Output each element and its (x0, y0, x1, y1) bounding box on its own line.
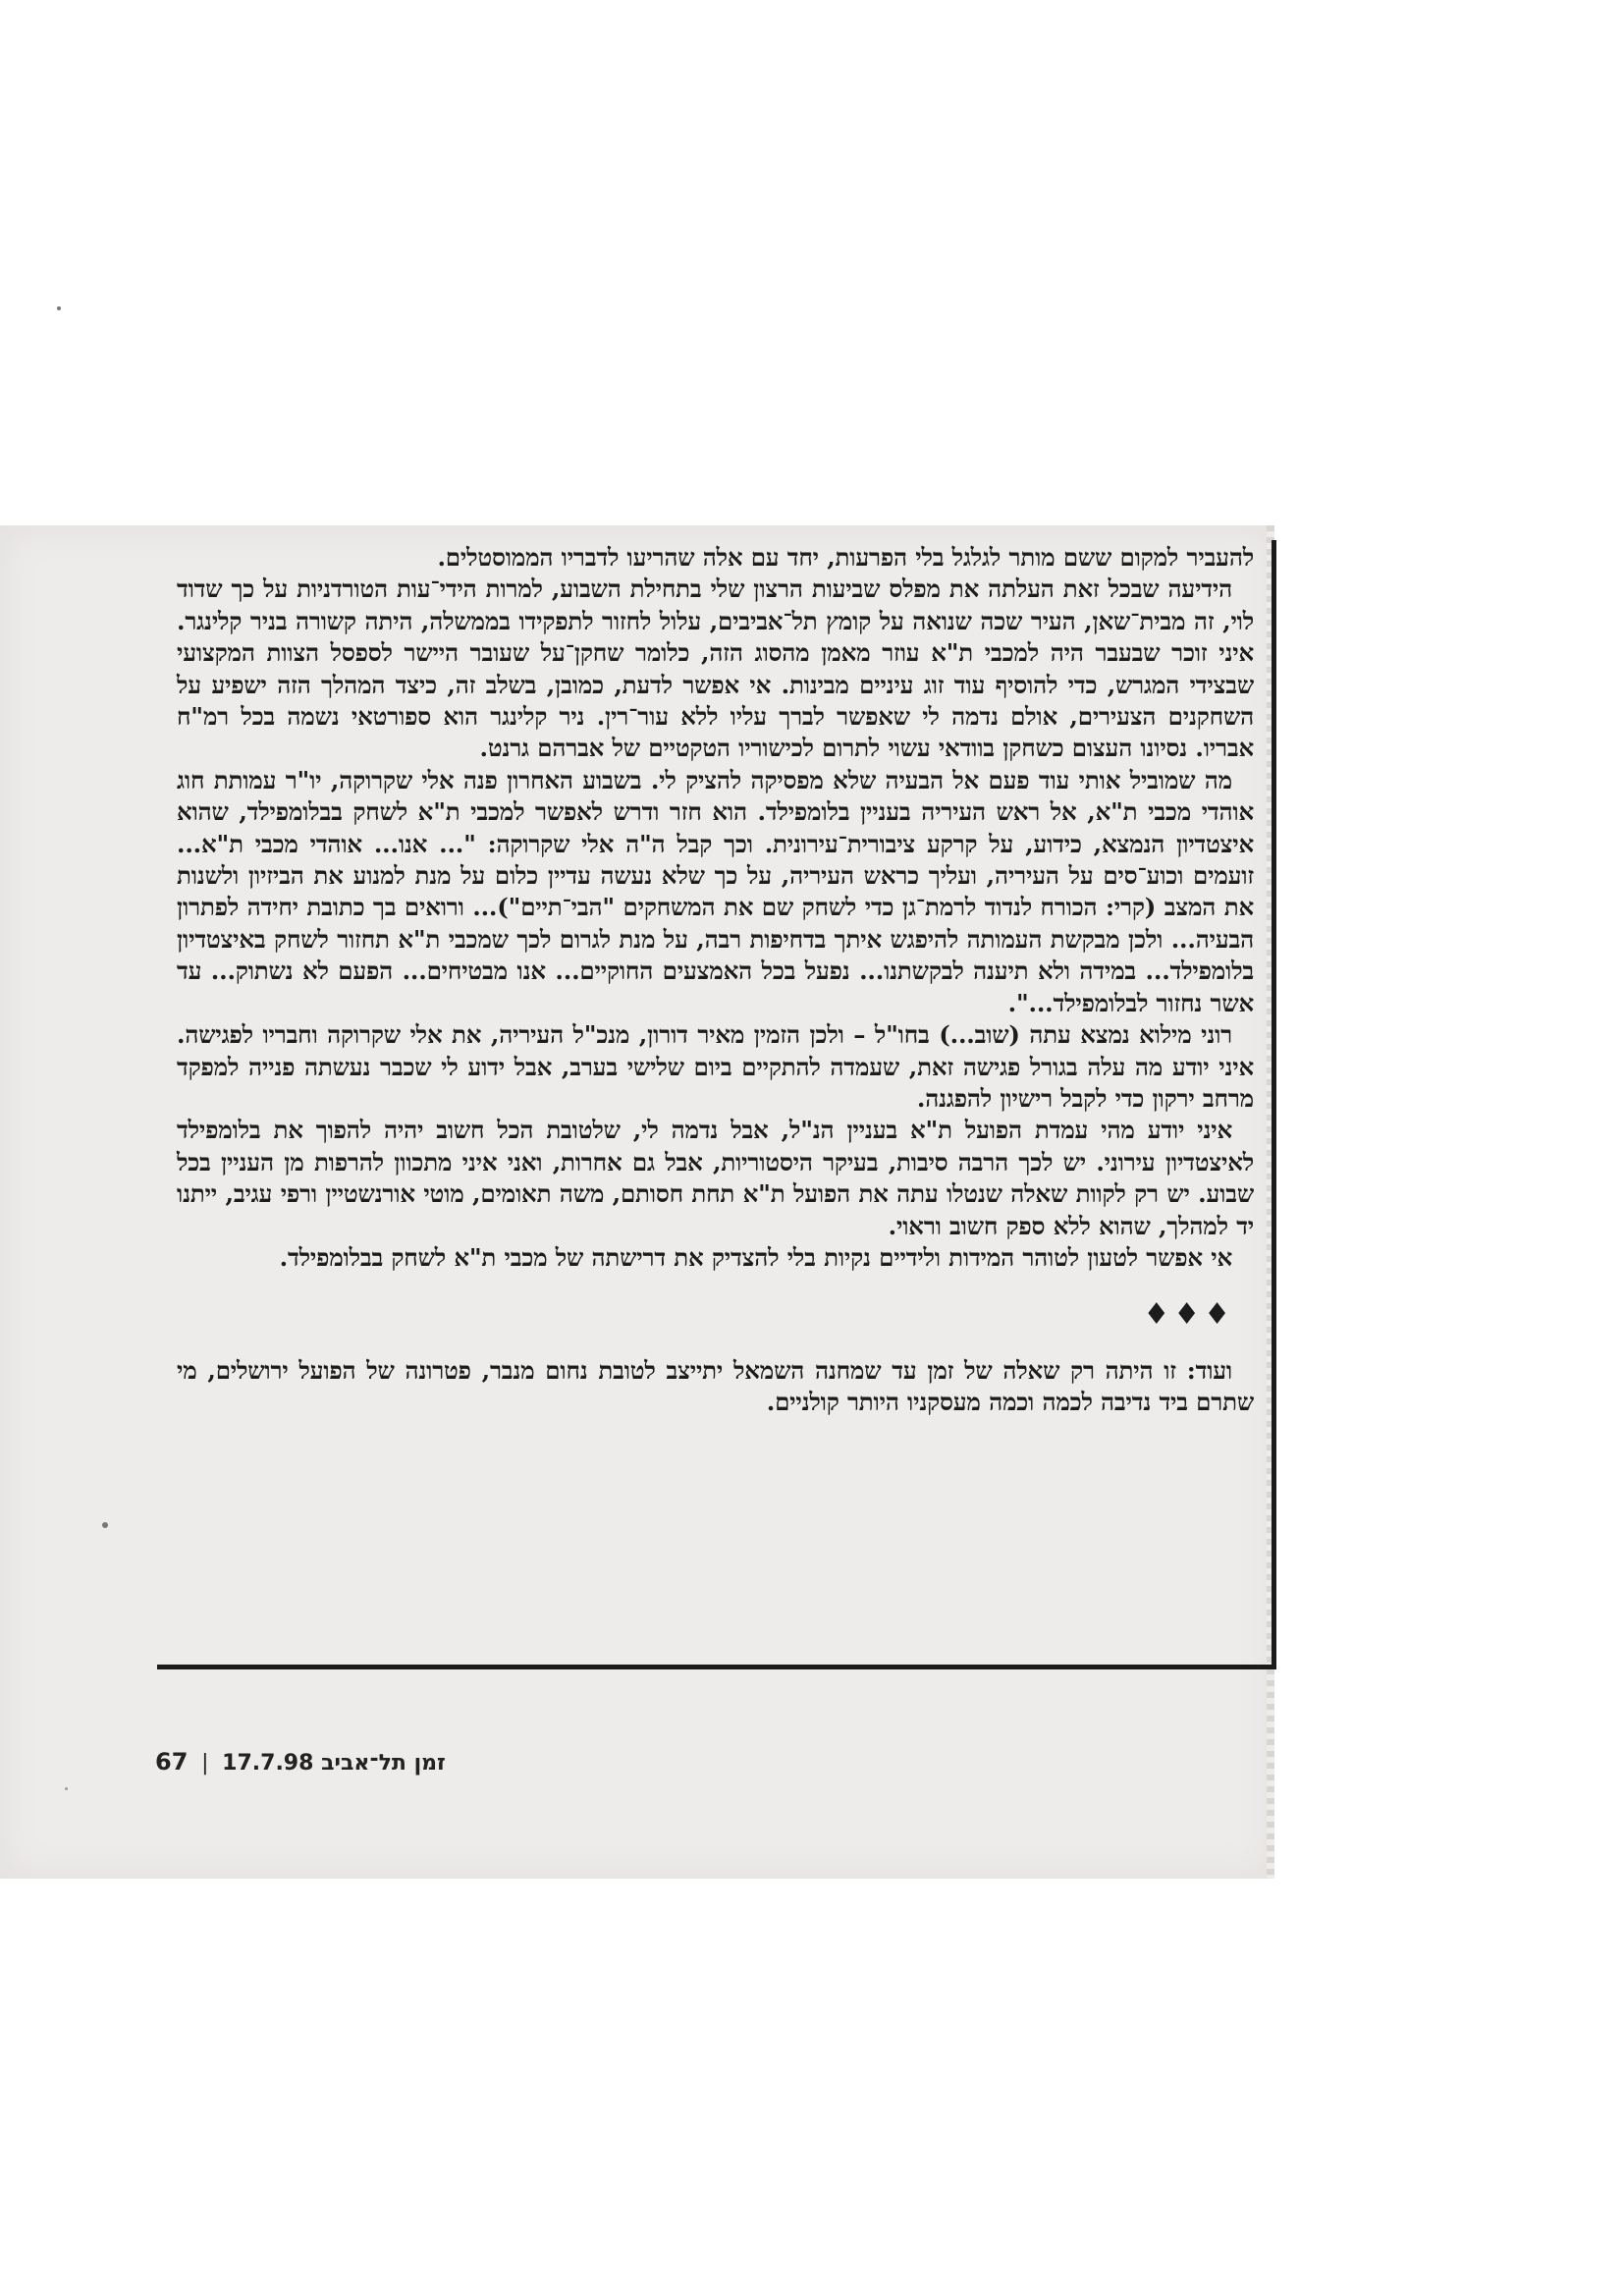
bleed-through-text (15, 545, 21, 573)
page-number: 67 (155, 1748, 189, 1776)
paper-speck (57, 306, 61, 310)
paper-speck (65, 1787, 68, 1790)
article-paragraph: רוני מילוא נמצא עתה (שוב...) בחו"ל – ולכן הזמין מאיר דורון, מנכ"ל העיריה, את אלי שקרוקה וחבריו לפגישה. איני יודע מה עלה בגורל פגישה זאת, שעמדה להתקיים ביום שלישי בערב, אבל ידוע לי שכבר נעשתה פנייה למפקד מרחב ירקון כדי לקבל רישיון להפגנה. (177, 1020, 1254, 1113)
publication-date: 17.7.98 (222, 1751, 314, 1776)
article-frame (157, 540, 1276, 1669)
article-paragraph: אי אפשר לטעון לטוהר המידות ולידיים נקיות בלי להצדיק את דרישתה של מכבי ת"א לשחק בבלומפילד. (279, 1242, 1232, 1272)
page-footer (155, 1748, 446, 1776)
diamond-divider-icon: ♦♦♦ (1143, 1297, 1234, 1333)
article-paragraph: איני יודע מהי עמדת הפועל ת"א בעניין הנ"ל, אבל נדמה לי, שלטובת הכל חשוב יהיה להפוך את בלומפילד לאיצטדיון עירוני. יש לכך הרבה סיבות, בעיקר היסטוריות, אבל גם אחרות, ואני איני מתכוון להרפות מן העניין בכל שבוע. יש רק לקוות שאלה שנטלו עתה את הפועל ת"א תחת חסותם, משה תאומים, מוטי אורנשטיין ורפי עגיב, ייתנו יד למהלך, שהוא ללא ספק חשוב וראוי. (177, 1116, 1254, 1240)
article-paragraph: מה שמוביל אותי עוד פעם אל הבעיה שלא מפסיקה להציק לי. בשבוע האחרון פנה אלי שקרוקה, יו"ר עמותת חוג אוהדי מכבי ת"א, אל ראש העיריה בעניין בלומפילד. הוא חזר ודרש לאפשר למכבי ת"א לשחק בבלומפילד, שהוא איצטדיון הנמצא, כידוע, על קרקע ציבורית־עירונית. וכך קבל ה"ה אלי שקרוקה: "... אנו... אוהדי מכבי ת"א... זועמים וכוע־סים על העיריה, ועליך כראש העיריה, על כך שלא נעשה עדיין כלום על מנת למנוע את הביזיון ולשנות את המצב (קרי: הכורח לנדוד לרמת־גן כדי לשחק שם את המשחקים "הבי־תיים")... ורואים בך כתובת יחידה לפתרון הבעיה... ולכן מבקשת העמותה להיפגש איתך בדחיפות רבה, על מנת לגרום לכך שמכבי ת"א תחזור לשחק באיצטדיון בלומפילד... במידה ולא תיענה לבקשתנו... נפעל בכל האמצעים החוקיים... אנו מבטיחים... הפעם לא נשתוק... עד אשר נחזור לבלומפילד...". (177, 765, 1254, 1017)
section-divider-ornament (177, 1299, 1254, 1331)
publication-name: זמן תל־אביב (321, 1751, 446, 1776)
newspaper-clipping (0, 525, 1274, 1879)
article-closing-paragraph: ועוד: זו היתה רק שאלה של זמן עד שמחנה השמאל יתייצב לטובת נחום מנבר, פטרונה של הפועל ירושלים, מי שתרם ביד נדיבה לכמה וכמה מעסקניו היותר קולניים. (177, 1355, 1254, 1417)
article-paragraph: הידיעה שבכל זאת העלתה את מפלס שביעות הרצון שלי בתחילת השבוע, למרות הידי־עות הטורדניות על כך שדוד לוי, זה מבית־שאן, העיר שכה שנואה על קומץ תל־אביבים, עלול לחזור לתפקידו בממשלה, היתה קשורה בניר קלינגר. איני זוכר שבעבר היה למכבי ת"א עוזר מאמן מהסוג הזה, כלומר שחקן־על שעובר היישר לספסל הצוות המקצועי שבצידי המגרש, כדי להוסיף עוד זוג עיניים מבינות. אי אפשר לדעת, כמובן, בשלב זה, כיצד המהלך הזה ישפיע על השחקנים הצעירים, אולם נדמה לי שאפשר לברך עליו ללא עור־רין. ניר קלינגר הוא ספורטאי נשמה בכל רמ"ח אבריו. נסיונו העצום כשחקן בוודאי עשוי לתרום לכישוריו הטקטיים של אברהם גרנט. (177, 574, 1254, 763)
paper-speck (102, 1522, 108, 1528)
article-body (177, 542, 1254, 1419)
article-paragraph: להעביר למקום ששם מותר לגלגל בלי הפרעות, יחד עם אלה שהריעו לדבריו הממוסטלים. (437, 543, 1254, 572)
footer-separator: | (201, 1751, 209, 1776)
